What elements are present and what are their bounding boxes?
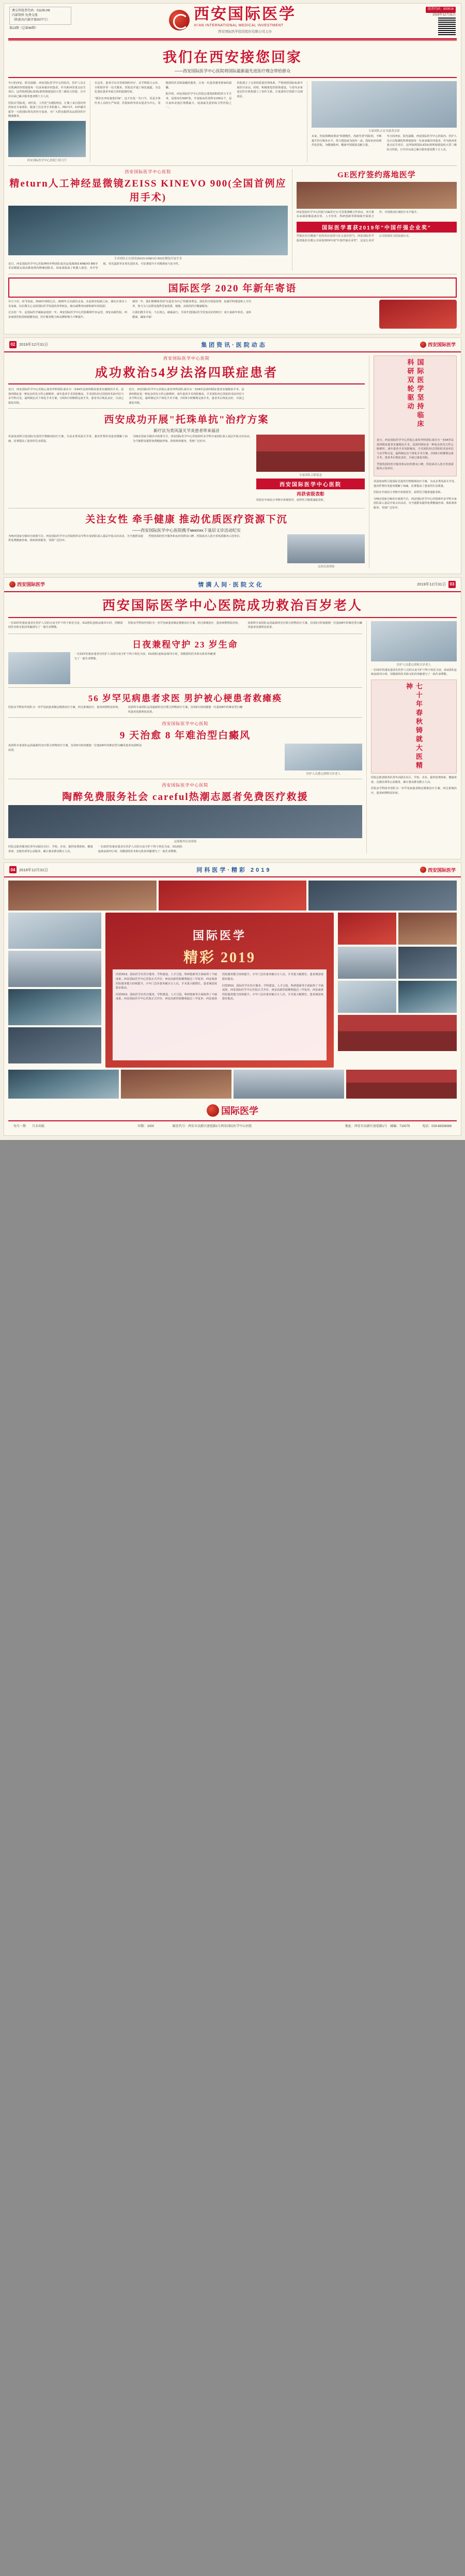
photo-volunteer [8, 805, 362, 838]
article-body [8, 845, 362, 854]
divider [8, 617, 457, 618]
article-title: 关注女性 牵手健康 推动优质医疗资源下沉 [85, 514, 288, 525]
sidebar-extra [374, 480, 457, 510]
masthead-left-line-3: （陕新出内准字第0077号） [12, 19, 50, 22]
publication-title: 西安国际医学 [194, 6, 296, 23]
paragraph: 凭借在医疗健康产业的突出表现与社会责任担当，西安国际医学投资股份有限公司荣获2019年度"中国仟强企业奖"，这是行业对公司发展实力的高度认可。 [296, 234, 412, 242]
article-body [8, 744, 281, 776]
masthead-left-line-1: 澳交所股票代码：01100.HK [12, 9, 51, 12]
photo-caption: 手术团队正在使用ZEISS KINEVO 900显微镜开展手术 [114, 257, 182, 260]
article-body [74, 652, 362, 684]
brand-mark [9, 581, 45, 588]
photo-signing [297, 182, 457, 209]
section-title: 集团资讯·医院动态 [201, 342, 267, 348]
page-4-brand-block [8, 1104, 457, 1117]
poster-title: 国际医学 [192, 929, 246, 943]
divider [8, 717, 362, 718]
outreach-photo-block [287, 534, 365, 568]
page-1-headline: 我们在西安接您回家 [163, 50, 302, 66]
photo-event-15 [121, 1070, 231, 1099]
photo-caption: 医护人员悉心照料百岁老人 [396, 663, 431, 667]
photo-icu [8, 652, 70, 684]
poster-2019 [105, 913, 334, 1068]
issue-number: 第13期（总第46期） [9, 27, 38, 30]
article-body [8, 435, 252, 505]
page-3-right [366, 621, 457, 854]
masthead-rule-thin [8, 40, 457, 41]
photo-caption: 专家团队合影留念 [299, 474, 322, 477]
sidebar-box [374, 356, 457, 476]
article-title: 56 岁罕见病患者求医 男护被心梗患者救瘫痪 [88, 693, 283, 704]
article-title: 成功救治54岁法洛四联症患者 [95, 366, 278, 380]
running-head-page-4 [4, 863, 461, 877]
photo-event-5 [8, 951, 101, 987]
paragraph: 一位23岁的重症患者在医护人员的日夜守护下终于转危为安，ICU团队连续奋战72小时，用精湛的医术和无私的奉献谱写了一曲生命赞歌。 [371, 668, 457, 676]
paragraph: 近日，西安国际医学中心医院心血管外科团队成功为一名54岁法洛四联症患者实施根治手术。法洛四联症是一种复杂的先天性心脏畸形，成年患者手术风险极高。手术团队经过周密的术前评估与多学科讨论，最终制定出个体化手术方案，历时6小时顺利完成手术。患者术后恢复良好，目前已康复出院。 [8, 388, 124, 405]
lead-text-middle [90, 81, 303, 110]
article-eyebrow: 西安国际医学中心医院 [162, 783, 209, 788]
paragraph: 过去的一年，是国际医学砥砺奋进的一年。西安国际医学中心医院顺利开诊运营，西安高新医院、西安商洛医院持续稳健发展，医疗服务能力和品牌影响力不断提升。 [8, 311, 127, 319]
brand-logo-icon [420, 342, 426, 348]
sheet-page-1 [4, 3, 461, 334]
page-2-main-row [8, 356, 457, 568]
page-1-top-section [8, 81, 457, 162]
paragraph: 一位23岁的重症患者在医护人员的日夜守护下终于转危为安，ICU团队连续奋战72小时，用精湛的医术和无私的奉献谱写了一曲生命赞歌。 [98, 845, 183, 853]
left-photo-strip [8, 913, 101, 1063]
lead-body [8, 621, 362, 630]
article-vitiligo-row [8, 744, 362, 776]
brand-logo-icon [9, 581, 16, 588]
brand-mark-large [8, 1104, 457, 1117]
page-date: 2019年12月31日 [19, 342, 48, 347]
sidebar-title: 国际医学坚持临床科研双轮驱动 [406, 358, 424, 429]
article-title: 精eturn人工神经显微镜ZEISS KINEVO 900(全国首例应用手术) [9, 178, 287, 203]
article-title: 西安成功开展"托珠单抗"治疗方案 [104, 414, 269, 426]
paragraph: 近日，西安国际医学中心医院心血管外科团队成功为一名54岁法洛四联症患者实施根治手术。法洛四联症是一种复杂的先天性心脏畸形，成年患者手术风险极高。手术团队经过周密的术前评估与多学科讨论，最终制定出个体化手术方案，历时6小时顺利完成手术。患者术后恢复良好，目前已康复出院。 [377, 438, 454, 460]
brand-mark [420, 867, 456, 873]
photo-event-14 [8, 1070, 119, 1099]
paragraph: 皮肤科专家团队运用最新的光疗联合药物治疗方案，仅用9天时间便使一位患病8年的难治型白癜风患者皮损明显改善。 [8, 744, 142, 752]
photo-event-7 [8, 1027, 101, 1063]
sheet-page-2 [4, 337, 461, 574]
footer-right: 地址：西安市高新区唐延路1号 邮编：710075 电话：029-88336088 [345, 1125, 452, 1129]
publication-subtitle: 西安国际医学投资股份有限公司主办 [218, 30, 272, 34]
photo-event-8 [338, 913, 396, 945]
page-2-photo-block [256, 435, 365, 505]
issue-date: 2019年12月31日 [432, 13, 456, 17]
running-head-page-3 [4, 578, 461, 592]
page-1-subhead: ——西安国际医学中心医院将国际最新最先进医疗理念带给群众 [175, 69, 290, 74]
footer-middle: 印数：1000 邮发代号：西安市高新区唐延路1号西安国际医学中心医院 [137, 1125, 252, 1129]
paragraph: 医院多学科协作团队为一名罕见病患者制定精准治疗方案，经过系统治疗，患者病情明显好转。 [8, 706, 121, 709]
page-1-right-column [307, 81, 457, 162]
paragraph: 近日，西安国际医学中心医院神经外科团队成功运用ZEISS KINEVO 900手术显微镜完成高难度颅内肿瘤切除术。该设备集成了机器人视觉、术中导航、荧光造影等多项先进技术，可显著提升手术精准度与安全性。 [8, 262, 181, 270]
article-23-photo-block [8, 652, 70, 684]
poster-center [105, 913, 334, 1068]
poster-body [116, 973, 323, 1002]
article-title: GE医疗签约落地医学 [337, 171, 416, 179]
paragraph: 岁月不居，时节如流。2019年即将过去，2020年正向我们走来。在此辞旧迎新之际，谨向全体员工及家属、向长期关心支持国际医学发展的各界朋友，致以诚挚的问候和新年的祝福！ [8, 300, 127, 308]
paragraph: "我们在西安接您回家"，这不仅是一句口号，更是全体医务人员的庄严承诺。医院始终坚持以患者为中心，用精湛的医术和温暖的服务，让每一位患者感受到家的温馨。 [95, 82, 232, 105]
photo-caption: 义诊活动现场 [317, 565, 335, 568]
article-eyebrow: 西安国际医学中心医院 [125, 169, 172, 174]
issue-info [9, 7, 71, 25]
photo-event-3 [308, 881, 457, 911]
page-2-sidebar [369, 356, 457, 568]
paragraph: 医院在年度综合考核中表现优异，获得省卫健委通报表彰。 [256, 499, 326, 502]
running-head-left [9, 866, 48, 873]
photo-caption: 西安国际医学中心医院门诊大厅 [27, 159, 67, 162]
photo-centenarian-care [371, 621, 457, 661]
masthead [4, 4, 461, 37]
paragraph: 让我们携手并肩，不忘初心，砥砺前行，共同开创国际医学更加美好的明天！祝大家新年快乐，身体健康，阖家幸福！ [132, 311, 251, 319]
divider [8, 77, 457, 78]
photo-event-6 [8, 989, 101, 1025]
paragraph: 回望2019，国际医学在医疗服务、学科建设、人才引进、科研创新等方面取得了丰硕成果。西安国际医学中心医院正式开诊，西安高新医院顺利通过三甲复审，西安商洛医院服务能力持续提升。全年门急诊量突破百万人次，手术量大幅增长，患者满意度稳步提高。 [116, 973, 217, 990]
article-eyebrow: 西安国际医学中心医院 [163, 356, 210, 361]
article-ge-and-award [292, 169, 457, 271]
new-year-title: 国际医学 2020 年新年寄语 [168, 283, 297, 294]
brand-name: 西安国际医学 [427, 867, 456, 873]
article-body [297, 234, 457, 243]
right-body-2 [371, 776, 457, 795]
paragraph: 凭借优质的医疗服务和良好的群众口碑，医院成功入选全省优质服务示范单位。 [148, 534, 242, 538]
article-23 [8, 637, 362, 684]
divider [8, 383, 365, 384]
paragraph: 据介绍，西安国际医学中心医院总建筑面积约37万平方米，设置床位5037张，开设临床医技科室100余个，是目前西北地区规模最大、设备最先进的综合性医院之一。 [165, 92, 232, 110]
paragraph: 医院多学科协作团队为一名罕见病患者制定精准治疗方案，经过系统治疗，患者病情明显好转。 [128, 621, 241, 625]
brand-logo-icon [207, 1104, 219, 1117]
photo-dermatology [285, 744, 362, 770]
photo-team-group [256, 435, 365, 472]
masthead-left-info [9, 7, 71, 31]
article-body [256, 498, 365, 503]
article-title: 西安国际医学中心医院 [256, 479, 365, 489]
paragraph: 回望2019，国际医学在医疗服务、学科建设、人才引进、科研创新等方面取得了丰硕成果。西安国际医学中心医院正式开诊，西安高新医院顺利通过三甲复审，西安商洛医院服务能力持续提升。全年门急诊量突破百万人次，手术量大幅增长，患者满意度稳步提高。 [222, 984, 323, 1001]
vertical-title: 七十年春秋铸就大医精神 [405, 683, 423, 771]
article-title: 日夜兼程守护 23 岁生命 [132, 640, 238, 650]
photo-event-10 [338, 947, 396, 979]
photo-event-16 [234, 1070, 344, 1099]
page-4-right-photos [338, 913, 457, 1068]
photo-caption: 专家团队正在为患者会诊 [368, 130, 400, 133]
running-head-right [417, 581, 456, 588]
article-title: 国际医学喜获2019年"中国仟强企业奖" [297, 222, 457, 233]
page-number-badge: 04 [9, 866, 17, 873]
page-2-left [8, 356, 365, 568]
divider [8, 687, 362, 688]
article-kinevo [8, 169, 288, 271]
paragraph: 一位23岁的重症患者在医护人员的日夜守护下终于转危为安，ICU团队连续奋战72小时，用精湛的医术和无私的奉献谱写了一曲生命赞歌。 [74, 653, 216, 660]
brand-name: 西安国际医学 [427, 342, 456, 348]
paragraph: 皮肤科专家团队运用最新的光疗联合药物治疗方案，仅用9天时间便使一位患病8年的难治型白癜风患者皮损明显改善。 [128, 706, 243, 714]
new-year-message [8, 277, 457, 298]
sidebar-body [377, 438, 454, 471]
article-subtitle: 新疗法为类风湿关节炎患者带来福音 [153, 428, 220, 434]
photo-event-9 [398, 913, 457, 945]
paragraph: 医院多学科协作团队为一名罕见病患者制定精准治疗方案，经过系统治疗，患者病情明显好转。 [371, 787, 457, 795]
article-subtitle: 再获省级表彰 [296, 491, 324, 497]
masthead-title-block [75, 7, 390, 34]
page-4-main-row [8, 913, 457, 1068]
paragraph: 医院建立了完善的质量管理体系，严格按照国际标准开展医疗活动。同时，积极推进医联体建设，与省内多家基层医疗机构建立了协作关系，让优质医疗资源下沉到基层。 [237, 82, 303, 98]
divider [8, 408, 365, 409]
paragraph: 医院志愿者服务队常年活跃在社区、学校、企业，提供免费体检、健康讲座、急救培训等公益服务，累计惠及群众数万人次。 [371, 776, 457, 784]
brand-name: 西安国际医学 [17, 582, 45, 588]
section-title: 情满人间·医院文化 [198, 581, 264, 588]
masthead-left-line-2: 内部资料 免费交流 [12, 14, 38, 17]
photo-surgery [8, 121, 86, 157]
paragraph: 凭借优质的医疗服务和良好的群众口碑，医院成功入选全省优质服务示范单位。 [377, 462, 454, 471]
page-1-second-band [8, 169, 457, 271]
paragraph: 医院志愿者服务队常年活跃在社区、学校、企业，提供免费体检、健康讲座、急救培训等公益服务，累计惠及群众数万人次。 [8, 845, 93, 853]
page-date: 2019年12月31日 [417, 582, 446, 587]
article-subtitle: ——西安国际医学中心医院携手многих下基层义诊活动纪实 [132, 528, 241, 533]
page-date: 2019年12月31日 [19, 867, 48, 872]
paragraph: 新的一年，我们将继续坚持"以患者为中心"的服务理念，深化医疗质量管理，加强学科建设和人才培养，努力为人民群众提供更加优质、便捷、高效的医疗健康服务。 [132, 300, 251, 308]
page-number-badge: 03 [448, 581, 456, 588]
new-year-body [8, 300, 375, 329]
new-year-art [379, 300, 457, 329]
paragraph: 冬日的西安，阳光温暖。西安国际医学中心医院内，医护人员正以饱满的热情迎接每一位前来就诊的患者。作为陕西省重点民生项目，这所按照国际JCI标准规划建设的大型三级综合医院，自开诊以来已累计服务患者数十万人次。 [386, 135, 457, 151]
running-head-page-2 [4, 338, 461, 352]
section-title: 同科医学·精彩 2019 [196, 867, 272, 874]
sheet-page-3 [4, 577, 461, 860]
paragraph: 近日，西安国际医学中心医院心血管外科团队成功为一名54岁法洛四联症患者实施根治手术。法洛四联症是一种复杂的先天性心脏畸形，成年患者手术风险极高。手术团队经过周密的术前评估与多学科讨论，最终制定出个体化手术方案，历时6小时顺利完成手术。患者术后恢复良好，目前已康复出院。 [129, 388, 244, 405]
article-eyebrow: 西安国际医学中心医院 [162, 721, 209, 727]
stock-code-badge: 股票代码：000516 [426, 7, 456, 13]
article-23-row [8, 637, 362, 684]
outreach-row [8, 534, 365, 568]
photo-outreach [287, 534, 365, 563]
photo-kinevo-surgery [8, 206, 288, 255]
vitiligo-photo-block [285, 744, 362, 776]
footer-left: 每月一期 月末出版 [13, 1125, 45, 1129]
masthead-rule [8, 38, 457, 40]
page-number-badge: 02 [9, 341, 17, 348]
publication-title-en: XI'AN INTERNATIONAL MEDICAL INVESTMENT [194, 24, 284, 27]
article-title: 陶醉免费服务社会 careful热潮志愿者免费医疗救援 [62, 792, 308, 803]
photo-event-13 [398, 981, 457, 1013]
lead-text-right [312, 134, 457, 152]
article-body [8, 388, 365, 405]
paragraph: 为响应国家分级诊疗政策号召，西安国际医学中心医院组织多学科专家团队深入基层开展义诊活动，为当地群众提供免费健康咨询、体检筛查服务，受到广泛好评。 [133, 435, 252, 443]
sheet-page-4 [4, 862, 461, 1136]
poster-subtitle: 精彩 2019 [183, 950, 256, 966]
page-footer [8, 1120, 457, 1130]
photo-caption: 医护人员悉心照料百岁老人 [306, 773, 340, 776]
brand-logo-icon [169, 10, 190, 30]
qr-code-icon [438, 18, 456, 35]
brand-mark [420, 341, 456, 348]
paragraph: 为响应国家分级诊疗政策号召，西安国际医学中心医院组织多学科专家团队深入基层开展义诊活动，为当地群众提供免费健康咨询、体检筛查服务，受到广泛好评。 [374, 497, 457, 510]
right-photo-grid [338, 913, 457, 1013]
paragraph: 在这里，患者可以享受到预约诊疗、多学科联合会诊、全程陪诊等一站式服务。医院还开通了绿色通道，为急危重症患者争取宝贵的抢救时间。 [95, 82, 161, 94]
masthead-right-info [394, 7, 456, 35]
page-1-middle-column [90, 81, 303, 162]
paragraph: 为响应国家分级诊疗政策号召，西安国际医学中心医院组织多学科专家团队深入基层开展义诊活动，为当地群众提供免费健康咨询、体检筛查服务，受到广泛好评。 [8, 534, 143, 543]
vertical-feature-box [371, 680, 457, 774]
paragraph: 西安国际医学中心医院与GE医疗正式签署战略合作协议，双方将在高端影像设备应用、人才培养、科研创新等领域展开深度合作，共同推动区域医疗水平提升。 [296, 210, 420, 219]
page-1-content [4, 43, 461, 334]
photo-event-1 [8, 881, 157, 911]
photo-event-2 [159, 881, 307, 911]
photo-event-11 [398, 947, 457, 979]
article-body [8, 262, 288, 271]
running-head-left [9, 341, 48, 348]
lead-text-left [8, 81, 86, 119]
divider [8, 165, 457, 166]
paragraph: 风湿免疫科引进国际先进的生物制剂治疗方案，为众多类风湿关节炎、强直性脊柱炎患者缓解了病痛，显著提高了患者的生活质量。 [374, 480, 457, 488]
photo-mosaic-top [8, 881, 457, 911]
photo-group-panorama [338, 1015, 457, 1051]
photo-new-year [379, 300, 457, 329]
page-1-left-column [8, 81, 86, 162]
paragraph: 皮肤科专家团队运用最新的光疗联合药物治疗方案，仅用9天时间便使一位患病8年的难治型白癜风患者皮损明显改善。 [247, 621, 362, 629]
photo-event-4 [8, 913, 101, 949]
brand-logo-icon [420, 867, 426, 873]
paragraph: 一位23岁的重症患者在医护人员的日夜守护下终于转危为安，ICU团队连续奋战72小时，用精湛的医术和无私的奉献谱写了一曲生命赞歌。 [8, 621, 123, 629]
paragraph: 回望2019，国际医学在医疗服务、学科建设、人才引进、科研创新等方面取得了丰硕成果。西安国际医学中心医院正式开诊，西安高新医院顺利通过三甲复审，西安商洛医院服务能力持续提升。全年门急诊量突破百万人次，手术量大幅增长，患者满意度稳步提高。 [116, 973, 323, 1001]
article-body [8, 534, 283, 568]
paragraph: 冬日的西安，阳光温暖。西安国际医学中心医院内，医护人员正以饱满的热情迎接每一位前来就诊的患者。作为陕西省重点民生项目，这所按照国际JCI标准规划建设的大型三级综合医院，自开诊以来已累计服务患者数十万人次。 [8, 82, 86, 98]
page-3-left [8, 621, 362, 854]
page-4-left-photos [8, 913, 101, 1068]
photo-consultation [312, 81, 457, 128]
paragraph: 医院以"国际化、现代化、人性化"为建院理念，汇聚了来自国内外的知名专家团队，配备了达芬奇手术机器人、PET-CT、3.0T磁共振等一大批国际领先的医疗设备，为广大群众提供高品质的医疗健康服务。 [8, 101, 86, 118]
photo-event-12 [338, 981, 396, 1013]
paragraph: 风湿免疫科引进国际先进的生物制剂治疗方案，为众多类风湿关节炎、强直性脊柱炎患者缓解了病痛，显著提高了患者的生活质量。 [8, 435, 128, 443]
page-4-content [4, 877, 461, 1135]
right-body [371, 668, 457, 677]
photo-mosaic-bottom [8, 1070, 457, 1099]
page-2-content [4, 352, 461, 574]
paragraph: 未来，医院将继续秉承"厚德精医、尚新至善"的院训，不断提升医疗服务水平，努力建设成为国内一流、国际知名的现代化医院，为健康陕西、健康中国建设贡献力量。 [312, 135, 382, 147]
page-3-content [4, 592, 461, 859]
article-body [297, 210, 457, 219]
page-3-main-row [8, 621, 457, 854]
brand-name: 国际医学 [221, 1106, 258, 1117]
page-3-headline: 西安国际医学中心医院成功救治百岁老人 [102, 598, 363, 613]
newspaper-page [0, 0, 465, 1140]
paragraph: 医院在年度综合考核中表现优异，获得省卫健委通报表彰。 [374, 491, 443, 495]
article-body-row [8, 435, 365, 505]
article-title: 9 天治愈 8 年难治型白癜风 [119, 730, 251, 742]
article-body [8, 705, 362, 714]
photo-caption: 志愿服务活动现场 [174, 840, 197, 844]
new-year-body-row [8, 300, 457, 329]
photo-event-17 [346, 1070, 457, 1099]
